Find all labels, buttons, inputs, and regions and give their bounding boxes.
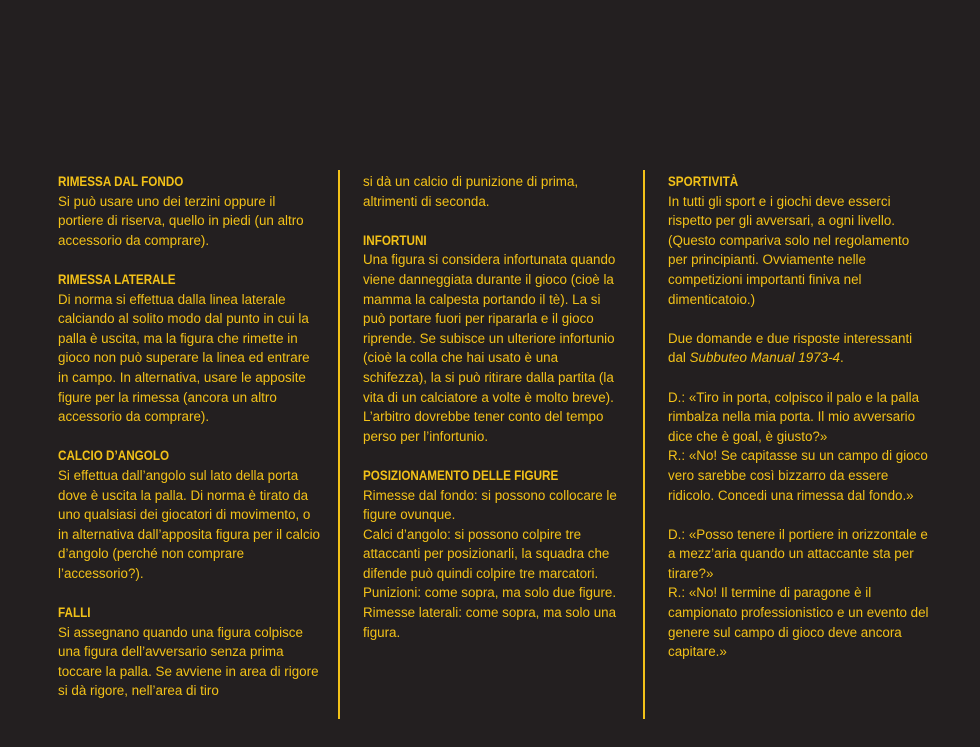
section-text: In tutti gli sport e i giochi deve esserci rispetto per gli avversari, a ogni livello. (Questo compariva solo nel regolamento per principianti. Ovviamente nelle competizioni importanti finiva nel dimenticatoio.) — [668, 193, 910, 307]
section-text: Si assegnano quando una figura colpisce una figura dell’avversario senza prima toccare la palla. Se avviene in area di rigore si dà rigore, nell’area di tiro — [58, 624, 319, 699]
column-divider — [338, 170, 340, 719]
section-title: POSIZIONAMENTO DELLE FIGURE — [363, 467, 559, 483]
question: D.: «Tiro in porta, colpisco il palo e la palla rimbalza nella mia porta. Il mio avversario dice che è goal, è giusto?» — [668, 389, 920, 444]
intro-text — [668, 329, 930, 368]
rule-line: Punizioni: come sopra, ma solo due figure. — [363, 585, 617, 601]
section-text: Di norma si effettua dalla linea laterale calciando al solito modo dal punto in cui la palla è uscita, ma la figura che rimette in gioco non può superare la linea ed entrare in campo. In alternativa, usare le apposite figure per la rimessa (ancora un altro accessorio da comprare). — [58, 291, 310, 425]
section-falli — [58, 603, 320, 701]
answer: R.: «No! Il termine di paragone è il campionato professionistico e un evento del genere sul campo di gioco deve ancora capitare.» — [668, 585, 929, 660]
rule-line: Rimesse laterali: come sopra, ma solo una figura. — [363, 605, 617, 640]
section-continuation — [363, 172, 625, 211]
section-text: Si effettua dall’angolo sul lato della porta dove è uscita la palla. Di norma è tirato da uno qualsiasi dei giocatori di movimento, o in alternativa dall’apposita figura per il calcio d’angolo (perché non comprare l’accessorio?). — [58, 467, 321, 581]
column-3 — [668, 172, 930, 681]
section-title: CALCIO D’ANGOLO — [58, 448, 170, 464]
section-calcio-d-angolo — [58, 446, 320, 583]
continuation-text: si dà un calcio di punizione di prima, altrimenti di seconda. — [363, 174, 579, 209]
manual-title: Subbuteo Manual 1973-4 — [689, 350, 840, 366]
section-sportivita — [668, 172, 930, 309]
section-text: Una figura si considera infortunata quando viene danneggiata durante il gioco (cioè la mamma la calpesta portando il tè). La si può portare fuori per ripararla e il gioco riprende. Se subisce un ulteriore infortunio (cioè la colla che hai usato è una schifezza), la si può ritirare dalla partita (la vita di un calciatore a volte è molto breve). L’arbitro dovrebbe tener conto del tempo perso per l’infortunio. — [363, 252, 616, 444]
intro-before: Due domande e due risposte interessanti dal — [668, 330, 913, 366]
column-divider — [643, 170, 645, 719]
intro-after: . — [839, 350, 844, 366]
answer: R.: «No! Se capitasse su un campo di gioco vero sarebbe così bizzarro da essere ridicolo. Concedi una rimessa dal fondo.» — [668, 448, 928, 503]
column-2 — [363, 172, 625, 662]
section-title: FALLI — [58, 605, 91, 621]
section-infortuni — [363, 231, 625, 447]
section-title: RIMESSA DAL FONDO — [58, 174, 184, 189]
section-rimessa-laterale — [58, 270, 320, 427]
section-rimessa-dal-fondo — [58, 172, 320, 250]
section-title: SPORTIVITÀ — [668, 174, 739, 189]
section-text: Si può usare uno dei terzini oppure il portiere di riserva, quello in piedi (un altro accessorio da comprare). — [58, 193, 304, 248]
question: D.: «Posso tenere il portiere in orizzontale e a mezz’aria quando un attaccante sta per tirare?» — [668, 526, 928, 581]
qa-block-2 — [668, 525, 930, 662]
qa-intro — [668, 329, 930, 368]
section-title: RIMESSA LATERALE — [58, 271, 176, 287]
rule-line: Rimesse dal fondo: si possono collocare le figure ovunque. — [363, 487, 617, 523]
rule-line: Calci d’angolo: si possono colpire tre attaccanti per posizionarli, la squadra che difende può quindi colpire tre marcatori. — [363, 526, 610, 581]
qa-block-1 — [668, 388, 930, 506]
column-1 — [58, 172, 320, 721]
section-posizionamento — [363, 466, 625, 642]
section-title: INFORTUNI — [363, 232, 427, 248]
